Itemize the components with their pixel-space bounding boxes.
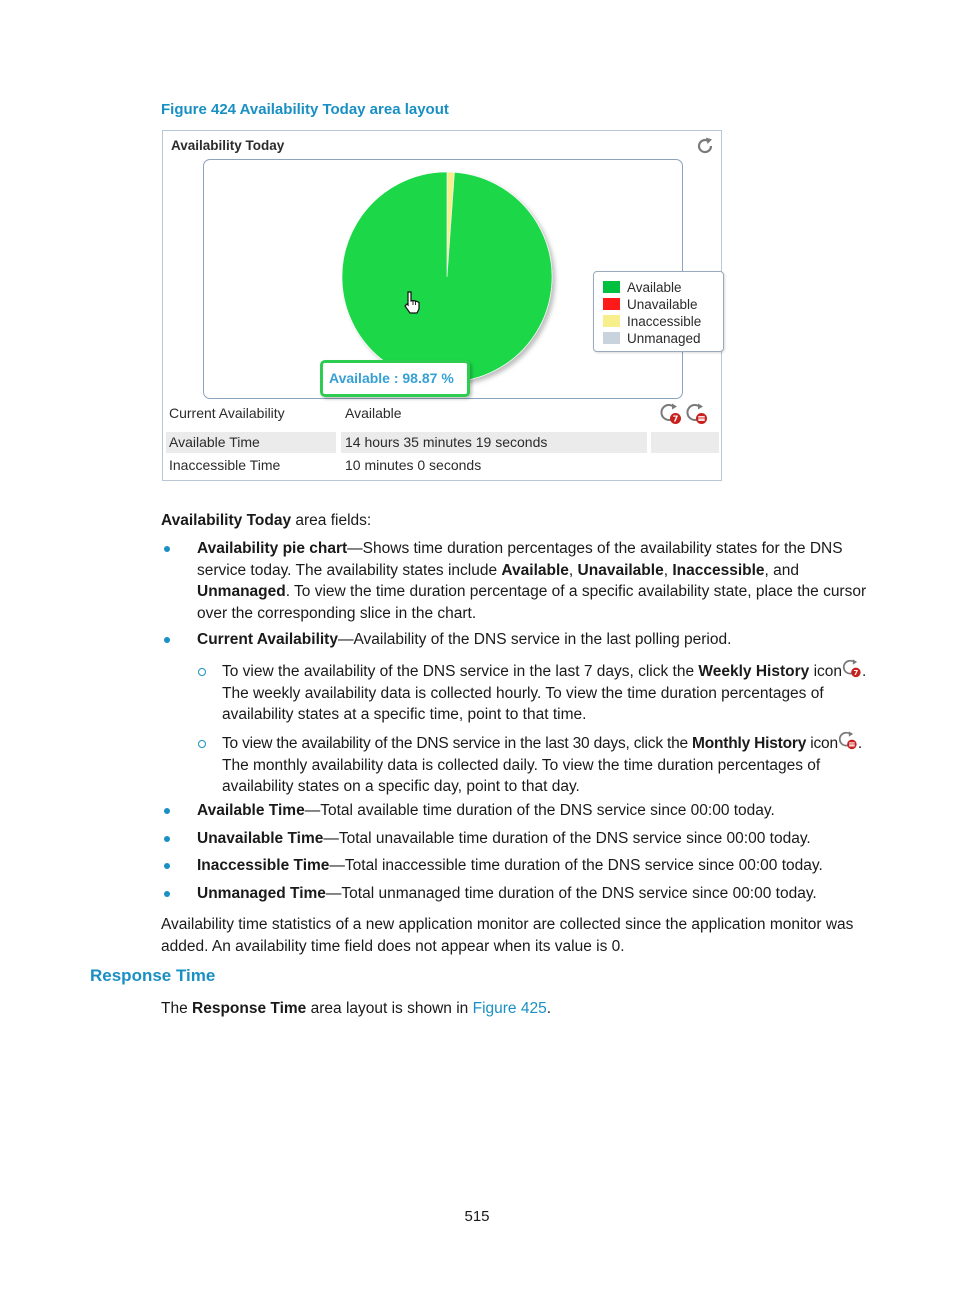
field-row-current-availability: [166, 403, 719, 424]
bullet: [164, 863, 170, 869]
bullet-unmanaged-time: Unmanaged Time—Total unmanaged time duration of the DNS service since 00:00 today.: [197, 885, 817, 902]
legend-item-inaccessible[interactable]: Inaccessible: [603, 313, 701, 330]
sub-bullet: [198, 740, 206, 748]
weekly-history-icon: [842, 659, 862, 678]
monthly-history-icon: [838, 731, 858, 750]
bullet-unavailable-time: Unavailable Time—Total unavailable time duration of the DNS service since 00:00 today.: [197, 830, 811, 847]
pie-slice-available[interactable]: [342, 172, 552, 382]
bullet-inaccessible-time: Inaccessible Time—Total inaccessible time duration of the DNS service since 00:00 today.: [197, 857, 823, 874]
field-value: 14 hours 35 minutes 19 seconds: [345, 434, 548, 450]
field-row-inaccessible-time: [166, 455, 719, 476]
bullet-current-availability: Current Availability—Availability of the DNS service in the last polling period.: [197, 631, 732, 648]
bullet: [164, 891, 170, 897]
svg-text:7: 7: [853, 668, 859, 677]
refresh-icon[interactable]: [695, 136, 715, 156]
chart-legend: [593, 271, 724, 352]
figure-caption: Figure 424 Availability Today area layout: [161, 101, 449, 118]
legend-swatch: [603, 298, 620, 310]
statistics-paragraph: Availability time statistics of a new application monitor are collected since the application monitor was added. An availability time field does not appear when its value is 0.: [161, 916, 854, 955]
page-number: 515: [464, 1208, 490, 1225]
svg-text:7: 7: [672, 414, 679, 424]
response-time-paragraph: The Response Time area layout is shown in Figure 425.: [161, 1000, 552, 1017]
tooltip-text: Available : 98.87 %: [329, 370, 454, 386]
legend-swatch: [603, 281, 620, 293]
figure-425-link[interactable]: Figure 425: [472, 1000, 547, 1017]
field-label: Available Time: [169, 434, 260, 450]
section-heading-response-time: Response Time: [90, 966, 216, 985]
field-label: Current Availability: [169, 405, 285, 421]
sub-bullet-weekly: To view the availability of the DNS service in the last 7 days, click the Weekly History icon 7 . The weekly availability data is collected hourly. To view the time duration percentages of availability states at a specific time, point to that time.: [222, 659, 882, 726]
bullet-pie-chart: Availability pie chart—Shows time duration percentages of the availability states for the DNS service today. The availability states include Available, Unavailable, Inaccessible, and Unmanaged. To view the time duration percentage of a specific availability state, place the cursor over the corresponding slice in the chart.: [197, 540, 867, 622]
bullet: [164, 546, 170, 552]
legend-item-unavailable[interactable]: Unavailable: [603, 296, 698, 313]
bullet-available-time: Available Time—Total available time duration of the DNS service since 00:00 today.: [197, 802, 775, 819]
weekly-history-icon[interactable]: [660, 403, 682, 425]
bullet: [164, 836, 170, 842]
pie-tooltip: [320, 360, 470, 397]
monthly-history-icon[interactable]: [686, 403, 708, 425]
legend-swatch: [603, 315, 620, 327]
widget-title: Availability Today: [171, 138, 285, 153]
bullet: [164, 808, 170, 814]
bullet: [164, 637, 170, 643]
field-label: Inaccessible Time: [169, 457, 281, 473]
legend-item-unmanaged[interactable]: Unmanaged: [603, 330, 701, 347]
sub-bullet-monthly: To view the availability of the DNS service in the last 30 days, click the Monthly History icon . The monthly availability data is collected daily. To view the time duration percentages of availability states on a specific day, point to that day.: [222, 731, 882, 798]
legend-item-available[interactable]: Available: [603, 279, 682, 296]
field-value: Available: [345, 405, 402, 421]
sub-bullet: [198, 668, 206, 676]
intro-paragraph: Availability Today area fields:: [161, 512, 372, 529]
availability-today-widget: [162, 130, 722, 481]
field-value: 10 minutes 0 seconds: [345, 457, 482, 473]
field-row-available-time: [166, 432, 719, 453]
chart-area: [203, 159, 702, 399]
legend-swatch: [603, 332, 620, 344]
